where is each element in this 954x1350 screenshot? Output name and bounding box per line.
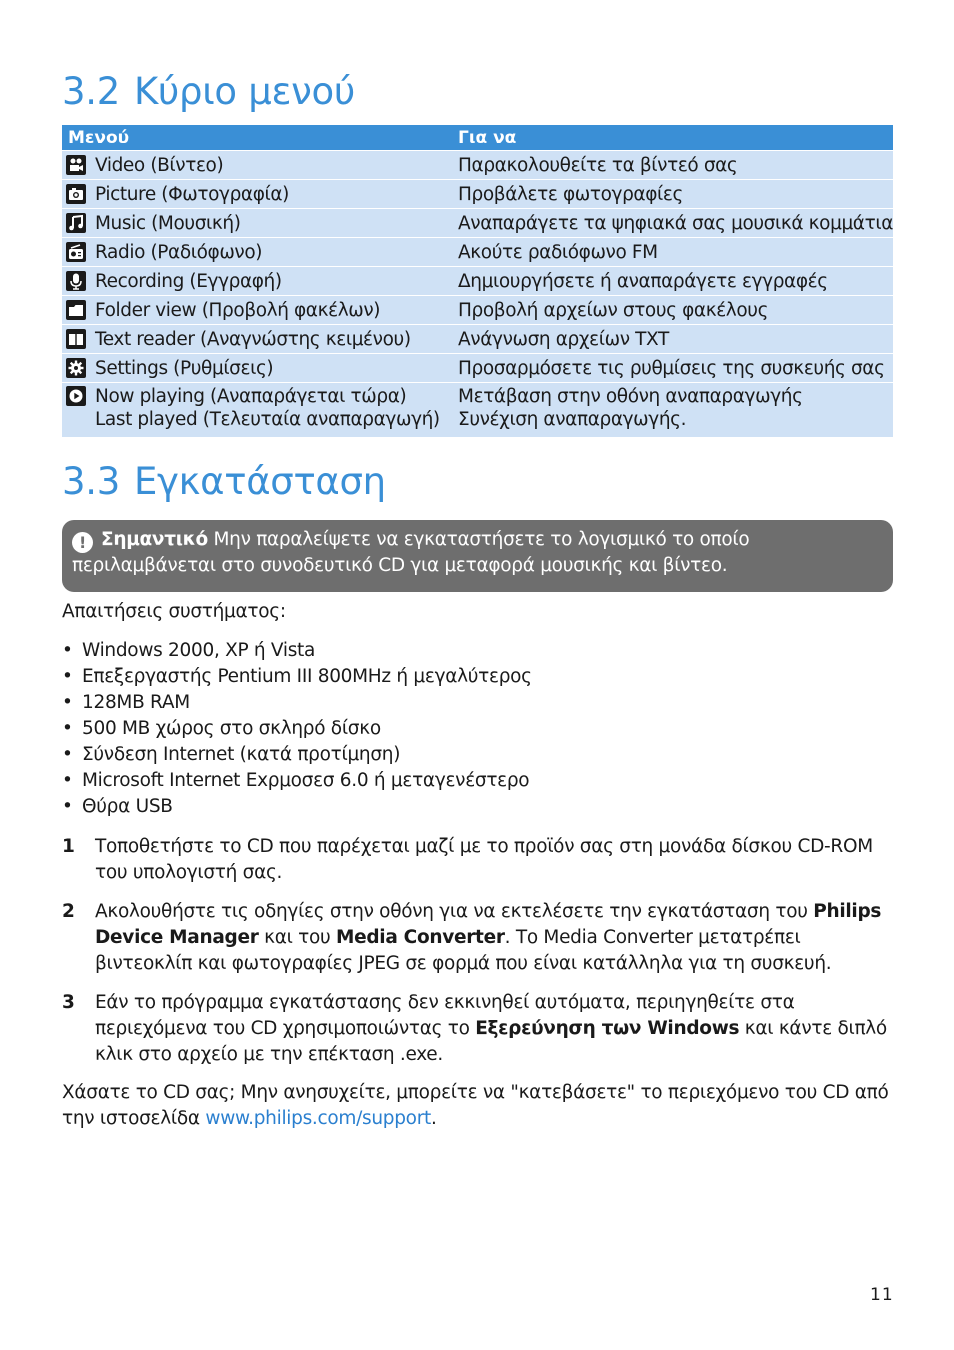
video-camera-icon: [66, 155, 86, 175]
step-text: Εάν το πρόγραμμα εγκατάστασης δεν εκκινηθεί αυτόματα, περιηγηθείτε στα περιεχόμενα του CD χρησιμοποιώντας το: [95, 992, 795, 1039]
menu-label: Picture (Φωτογραφία): [95, 183, 289, 205]
step-text: και κάντε διπλό κλικ στο αρχείο με την επέκταση .exe.: [95, 1018, 887, 1065]
table-header-row: [62, 125, 893, 151]
requirements-list: [62, 638, 532, 820]
step-emphasis: Media Converter: [336, 927, 505, 948]
menu-label: Now playing (Αναπαράγεται τώρα): [95, 385, 407, 407]
radio-icon: [66, 242, 86, 262]
table-row: [62, 296, 893, 325]
main-menu-table: [62, 125, 893, 437]
lost-cd-text: Χάσατε το CD σας; Μην ανησυχείτε, μπορείτε να "κατεβάσετε" το περιεχόμενο του CD από την ιστοσελίδα: [62, 1082, 889, 1129]
requirements-heading: Απαιτήσεις συστήματος:: [62, 601, 286, 622]
menu-label: Recording (Εγγραφή): [95, 270, 282, 292]
step-number: 3: [62, 992, 75, 1013]
menu-label: Music (Μουσική): [95, 212, 241, 234]
section-heading-installation: [62, 460, 386, 503]
table-row: [62, 209, 893, 238]
table-row: [62, 267, 893, 296]
music-note-icon: [66, 213, 86, 233]
table-row: [62, 354, 893, 383]
step-text: . Το Media Converter μετατρέπει βιντεοκλίπ και φωτογραφίες JPEG σε φορμά που είναι κατάλληλα για τη συσκευή.: [95, 927, 832, 974]
table-row: [62, 180, 893, 209]
gear-icon: [66, 358, 86, 378]
menu-cell: [62, 354, 456, 383]
notice-label: Σημαντικό: [101, 529, 208, 550]
menu-cell: [62, 325, 456, 354]
menu-label: Folder view (Προβολή φακέλων): [95, 299, 381, 321]
menu-cell: Last played (Τελευταία αναπαραγωγή): [62, 409, 456, 437]
photo-camera-icon: [66, 184, 86, 204]
table-row: [62, 238, 893, 267]
purpose-cell: Μετάβαση στην οθόνη αναπαραγωγής: [456, 383, 893, 410]
section-title: Εγκατάσταση: [133, 460, 386, 503]
step-item: [62, 899, 893, 977]
purpose-cell: Παρακολουθείτε τα βίντεό σας: [456, 151, 893, 180]
menu-label: Video (Βίντεο): [95, 154, 224, 176]
purpose-cell: Ακούτε ραδιόφωνο FM: [456, 238, 893, 267]
step-item: [62, 834, 893, 886]
menu-label: Radio (Ραδιόφωνο): [95, 241, 263, 263]
support-link[interactable]: www.philips.com/support: [205, 1108, 431, 1129]
list-item: • Microsoft Internet Exρμοσεσ 6.0 ή μεταγενέστερο: [62, 768, 532, 794]
menu-cell: [62, 180, 456, 209]
menu-label: Text reader (Αναγνώστης κειμένου): [95, 328, 411, 350]
step-item: [62, 990, 893, 1068]
menu-cell: [62, 296, 456, 325]
book-icon: [66, 329, 86, 349]
folder-icon: [66, 300, 86, 320]
column-header-purpose: Για να: [456, 125, 893, 151]
table-row: [62, 151, 893, 180]
menu-cell: [62, 267, 456, 296]
purpose-cell: Προβολή αρχείων στους φακέλους: [456, 296, 893, 325]
microphone-icon: [66, 271, 86, 291]
step-text: και του: [258, 927, 336, 948]
table-row: [62, 325, 893, 354]
menu-cell: [62, 383, 456, 410]
step-text: Ακολουθήστε τις οδηγίες στην οθόνη για να εκτελέσετε την εγκατάσταση του: [95, 901, 814, 922]
section-heading-main-menu: [62, 70, 355, 113]
play-circle-icon: [66, 386, 86, 406]
purpose-cell: Προσαρμόσετε τις ρυθμίσεις της συσκευής σας: [456, 354, 893, 383]
purpose-cell: Ανάγνωση αρχείων TXT: [456, 325, 893, 354]
list-item: • 500 MB χώρος στο σκληρό δίσκο: [62, 716, 532, 742]
section-title: Κύριο μενού: [133, 70, 355, 113]
important-notice: [62, 520, 893, 592]
notice-text: Μην παραλείψετε να εγκαταστήσετε το λογισμικό το οποίο περιλαμβάνεται στο συνοδευτικό CD για μεταφορά μουσικής και βίντεο.: [72, 529, 750, 576]
list-item: • 128MB RAM: [62, 690, 532, 716]
purpose-cell: Αναπαράγετε τα ψηφιακά σας μουσικά κομμάτια: [456, 209, 893, 238]
table-row: [62, 383, 893, 410]
list-item: • Windows 2000, XP ή Vista: [62, 638, 532, 664]
page-number: 11: [870, 1285, 894, 1305]
section-number: 3.2: [62, 70, 120, 113]
menu-cell: [62, 209, 456, 238]
menu-cell: [62, 238, 456, 267]
step-number: 1: [62, 836, 75, 857]
step-emphasis: Εξερεύνηση των Windows: [475, 1018, 740, 1039]
section-number: 3.3: [62, 460, 120, 503]
purpose-cell: Δημιουργήσετε ή αναπαράγετε εγγραφές: [456, 267, 893, 296]
list-item: • Σύνδεση Internet (κατά προτίμηση): [62, 742, 532, 768]
step-number: 2: [62, 901, 75, 922]
lost-cd-end: .: [430, 1108, 437, 1129]
installation-steps: [62, 834, 893, 1068]
step-emphasis: Philips Device Manager: [95, 901, 882, 948]
column-header-menu: Μενού: [62, 125, 456, 151]
list-item: • Θύρα USB: [62, 794, 532, 820]
exclamation-icon: !: [72, 532, 93, 553]
menu-label: Settings (Ρυθμίσεις): [95, 357, 274, 379]
step-text: Τοποθετήστε το CD που παρέχεται μαζί με το προϊόν σας στη μονάδα δίσκου CD-ROM του υπολογιστή σας.: [95, 836, 873, 883]
menu-cell: [62, 151, 456, 180]
lost-cd-paragraph: [62, 1080, 893, 1132]
list-item: • Επεξεργαστής Pentium III 800MHz ή μεγαλύτερος: [62, 664, 532, 690]
table-row: [62, 409, 893, 437]
purpose-cell: Συνέχιση αναπαραγωγής.: [456, 409, 893, 437]
purpose-cell: Προβάλετε φωτογραφίες: [456, 180, 893, 209]
